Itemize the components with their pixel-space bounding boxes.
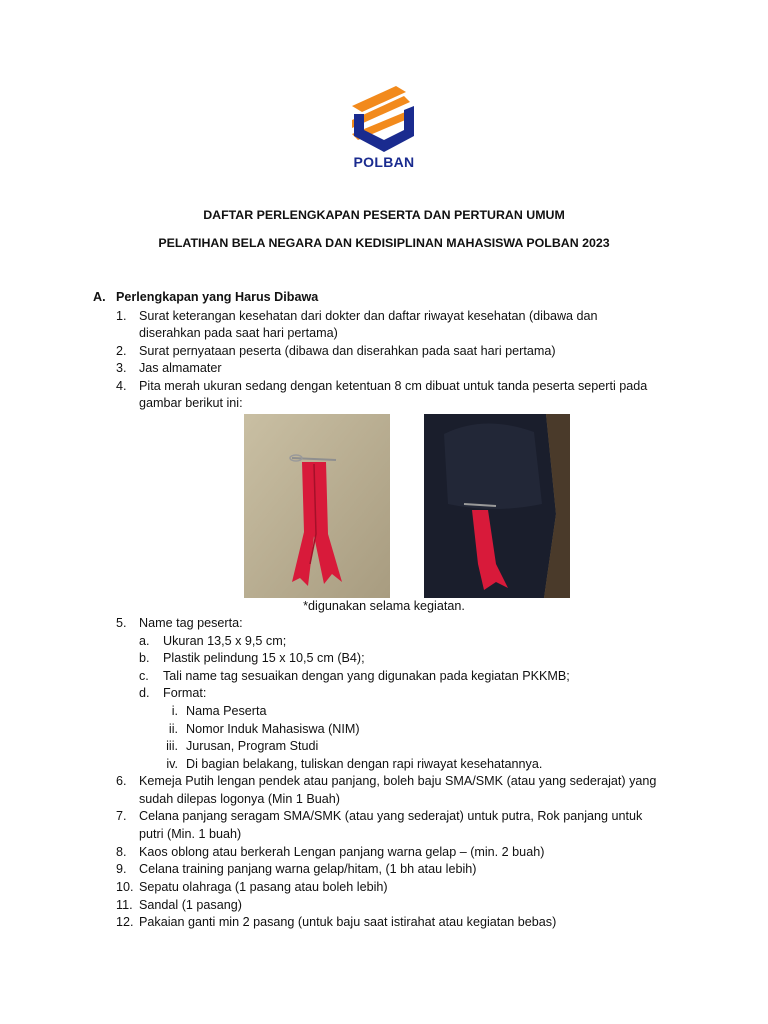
item-text: Celana training panjang warna gelap/hitam, (1 bh atau lebih) [139,862,477,876]
item-text: Surat pernyataan peserta (dibawa dan diserahkan pada saat hari pertama) [139,344,556,358]
polban-emblem-icon [346,84,422,154]
subitem-letter: b. [139,651,150,665]
item-number: 8. [116,845,127,859]
subitem-letter: c. [139,669,149,683]
item-number: 5. [116,616,127,630]
item-text: gambar berikut ini: [139,396,243,410]
item-number: 3. [116,361,127,375]
format-text: Di bagian belakang, tuliskan dengan rapi riwayat kesehatannya. [186,757,543,771]
item-text: Surat keterangan kesehatan dari dokter dan daftar riwayat kesehatan (dibawa dan [139,309,598,323]
item-text: Sepatu olahraga (1 pasang atau boleh lebih) [139,880,388,894]
image-caption: *digunakan selama kegiatan. [303,599,465,613]
document-subtitle: PELATIHAN BELA NEGARA DAN KEDISIPLINAN MAHASISWA POLBAN 2023 [158,236,610,250]
item-text: Jas almamater [139,361,222,375]
subitem-text: Tali name tag sesuaikan dengan yang digunakan pada kegiatan PKKMB; [163,669,570,683]
item-number: 10. [116,880,134,894]
item-text: Kemeja Putih lengan pendek atau panjang, boleh baju SMA/SMK (atau yang sederajat) yang [139,774,657,788]
format-numeral: i. [171,704,178,718]
item-number: 4. [116,379,127,393]
subitem-text: Format: [163,686,207,700]
format-numeral: ii. [168,722,178,736]
sleeve-ribbon-photo [424,414,570,598]
format-text: Nama Peserta [186,704,267,718]
polban-logo [346,84,422,176]
section-a-marker: A. [93,290,106,304]
item-number: 7. [116,809,127,823]
item-text: Name tag peserta: [139,616,243,630]
format-numeral: iii. [166,739,178,753]
subitem-letter: a. [139,634,150,648]
item-number: 9. [116,862,127,876]
item-number: 12. [116,915,134,929]
item-text: Pakaian ganti min 2 pasang (untuk baju saat istirahat atau kegiatan bebas) [139,915,557,929]
item-text: Sandal (1 pasang) [139,898,242,912]
item-number: 11. [116,898,133,912]
item-number: 6. [116,774,127,788]
item-text: putri (Min. 1 buah) [139,827,242,841]
item-number: 1. [116,309,127,323]
item-text: Kaos oblong atau berkerah Lengan panjang warna gelap – (min. 2 buah) [139,845,545,859]
subitem-letter: d. [139,686,150,700]
subitem-text: Plastik pelindung 15 x 10,5 cm (B4); [163,651,365,665]
document-title: DAFTAR PERLENGKAPAN PESERTA DAN PERTURAN UMUM [203,208,565,222]
ribbon-photo [244,414,390,598]
item-number: 2. [116,344,127,358]
section-a-title: Perlengkapan yang Harus Dibawa [116,290,319,304]
item-text: sudah dilepas logonya (Min 1 Buah) [139,792,340,806]
format-numeral: iv. [166,757,178,771]
item-text: diserahkan pada saat hari pertama) [139,326,338,340]
logo-text: POLBAN [353,154,415,170]
subitem-text: Ukuran 13,5 x 9,5 cm; [163,634,287,648]
item-text: Pita merah ukuran sedang dengan ketentuan 8 cm dibuat untuk tanda peserta seperti pada [139,379,648,393]
format-text: Jurusan, Program Studi [186,739,319,753]
item-text: Celana panjang seragam SMA/SMK (atau yang sederajat) untuk putra, Rok panjang untuk [139,809,643,823]
format-text: Nomor Induk Mahasiswa (NIM) [186,722,360,736]
